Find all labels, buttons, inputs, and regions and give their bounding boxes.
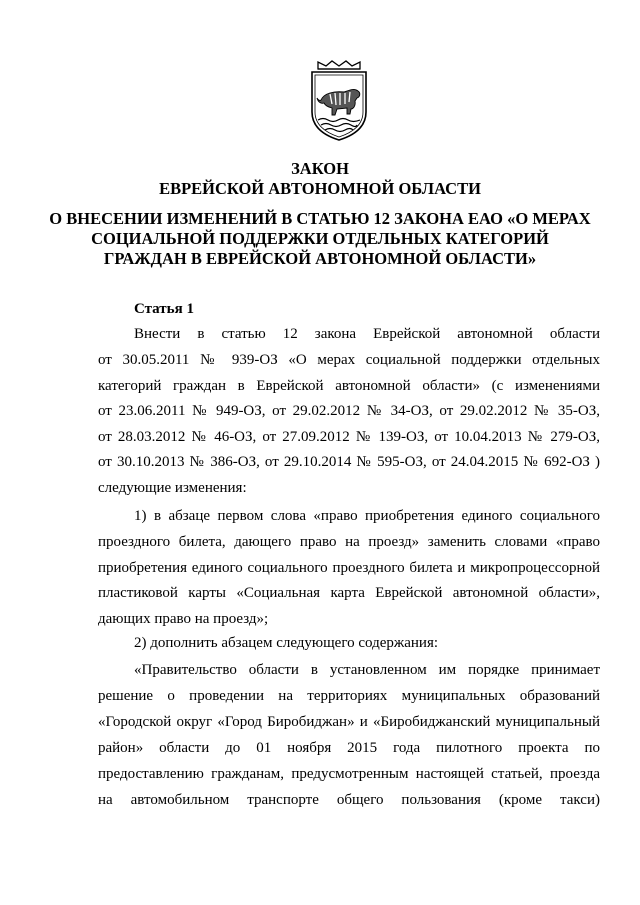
body-text-line: от 23.06.2011 № 949-ОЗ, от 29.02.2012 № 34-ОЗ, от 29.02.2012 № 35-ОЗ, xyxy=(98,403,600,419)
body-text-line: на автомобильном транспорте общего пользования (кроме такси) xyxy=(98,792,600,808)
body-text-line: от 30.05.2011 № 939-ОЗ «О мерах социальной поддержки отдельных xyxy=(98,352,600,368)
law-subject-line: О ВНЕСЕНИИ ИЗМЕНЕНИЙ В СТАТЬЮ 12 ЗАКОНА ЕАО «О МЕРАХ xyxy=(49,209,591,228)
body-text-line: приобретения единого социального проездного билета и микропроцессорной xyxy=(98,560,600,576)
body-text-line: Внести в статью 12 закона Еврейской автономной области xyxy=(134,326,600,342)
body-text-line: «Городской округ «Город Биробиджан» и «Биробиджанский муниципальный xyxy=(98,714,600,730)
body-text-line: 2) дополнить абзацем следующего содержания: xyxy=(134,635,439,651)
body-text-line: пластиковой карты «Социальная карта Еврейской автономной области», xyxy=(98,585,600,601)
body-text-line: предоставлению гражданам, предусмотренным настоящей статьей, проезда xyxy=(98,766,600,782)
body-text-line: от 28.03.2012 № 46-ОЗ, от 27.09.2012 № 139-ОЗ, от 10.04.2013 № 279-ОЗ, xyxy=(98,429,600,445)
coat-of-arms-emblem xyxy=(304,60,374,142)
body-text-line: дающих право на проезд»; xyxy=(98,611,269,627)
law-subject-line: ГРАЖДАН В ЕВРЕЙСКОЙ АВТОНОМНОЙ ОБЛАСТИ» xyxy=(103,249,537,268)
body-text-line: следующие изменения: xyxy=(98,480,247,496)
body-text-line: «Правительство области в установленном им порядке принимает xyxy=(134,662,600,678)
body-text-line: от 30.10.2013 № 386-ОЗ, от 29.10.2014 № 595-ОЗ, от 24.04.2015 № 692-ОЗ ) xyxy=(98,454,600,470)
law-subject-line: СОЦИАЛЬНОЙ ПОДДЕРЖКИ ОТДЕЛЬНЫХ КАТЕГОРИЙ xyxy=(91,229,549,248)
body-text-line: проездного билета, дающего право на проезд» заменить словами «право xyxy=(98,534,600,550)
body-text-line: район» области до 01 ноября 2015 года пилотного проекта по xyxy=(98,740,600,756)
law-region-title: ЕВРЕЙСКОЙ АВТОНОМНОЙ ОБЛАСТИ xyxy=(159,179,481,198)
law-title: ЗАКОН xyxy=(291,159,349,178)
article-heading: Статья 1 xyxy=(134,301,194,317)
body-text-line: решение о проведении на территориях муниципальных образований xyxy=(98,688,600,704)
body-text-line: категорий граждан в Еврейской автономной области» (с изменениями xyxy=(98,378,600,394)
body-text-line: 1) в абзаце первом слова «право приобретения единого социального xyxy=(134,508,600,524)
